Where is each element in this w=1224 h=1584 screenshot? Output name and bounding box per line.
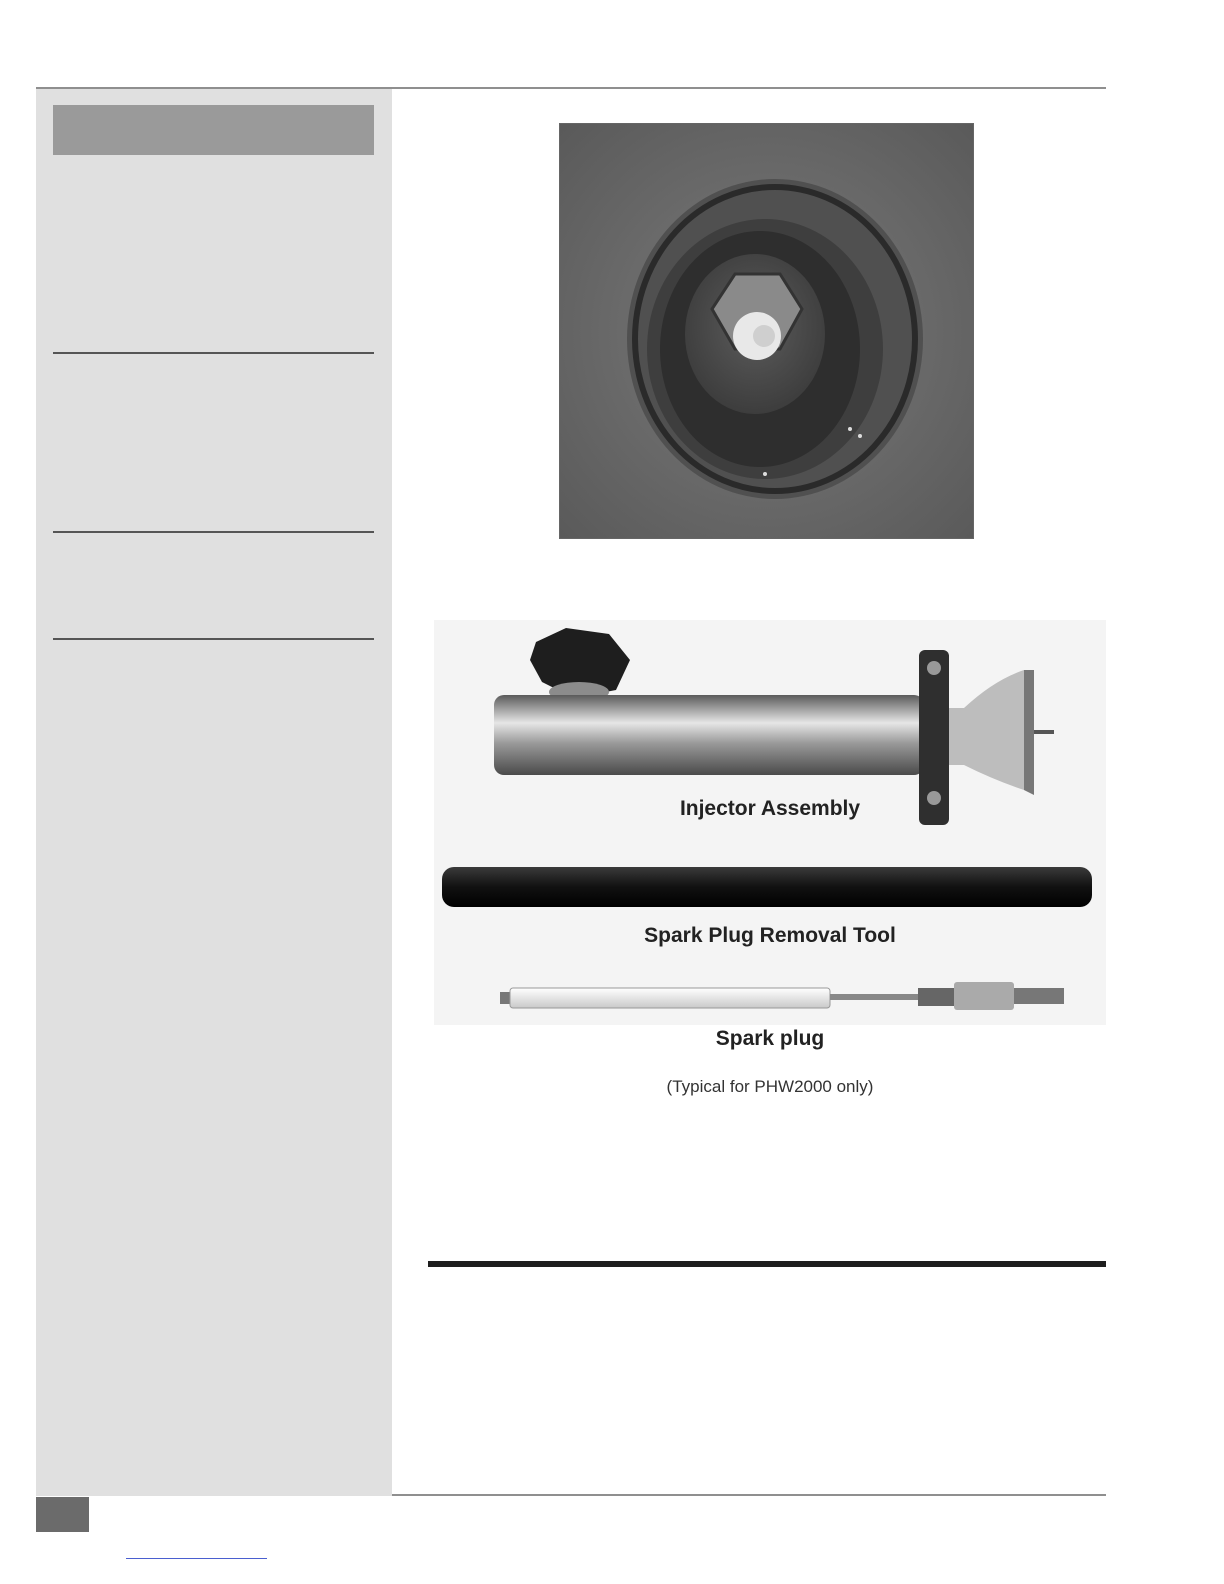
- sidebar-divider-1: [53, 352, 374, 354]
- sidebar-header-bar: [53, 105, 374, 155]
- bottom-rule: [392, 1494, 1106, 1496]
- burner-port-photo: [559, 123, 974, 539]
- sidebar-divider-3: [53, 638, 374, 640]
- caption-injector-assembly: Injector Assembly: [679, 797, 861, 820]
- note-typical-model: (Typical for PHW2000 only): [666, 1077, 874, 1096]
- footer-link-underline[interactable]: [126, 1558, 267, 1559]
- caption-spark-plug: Spark plug: [715, 1027, 825, 1050]
- sidebar-divider-2: [53, 531, 374, 533]
- burner-port-image: [560, 124, 974, 539]
- parts-image: [434, 620, 1106, 1025]
- caption-spark-plug-removal-tool: Spark Plug Removal Tool: [644, 924, 896, 947]
- sidebar: [36, 89, 392, 1496]
- parts-photo: [434, 620, 1106, 1050]
- section-rule: [428, 1261, 1106, 1267]
- page-number-tab: [36, 1497, 89, 1532]
